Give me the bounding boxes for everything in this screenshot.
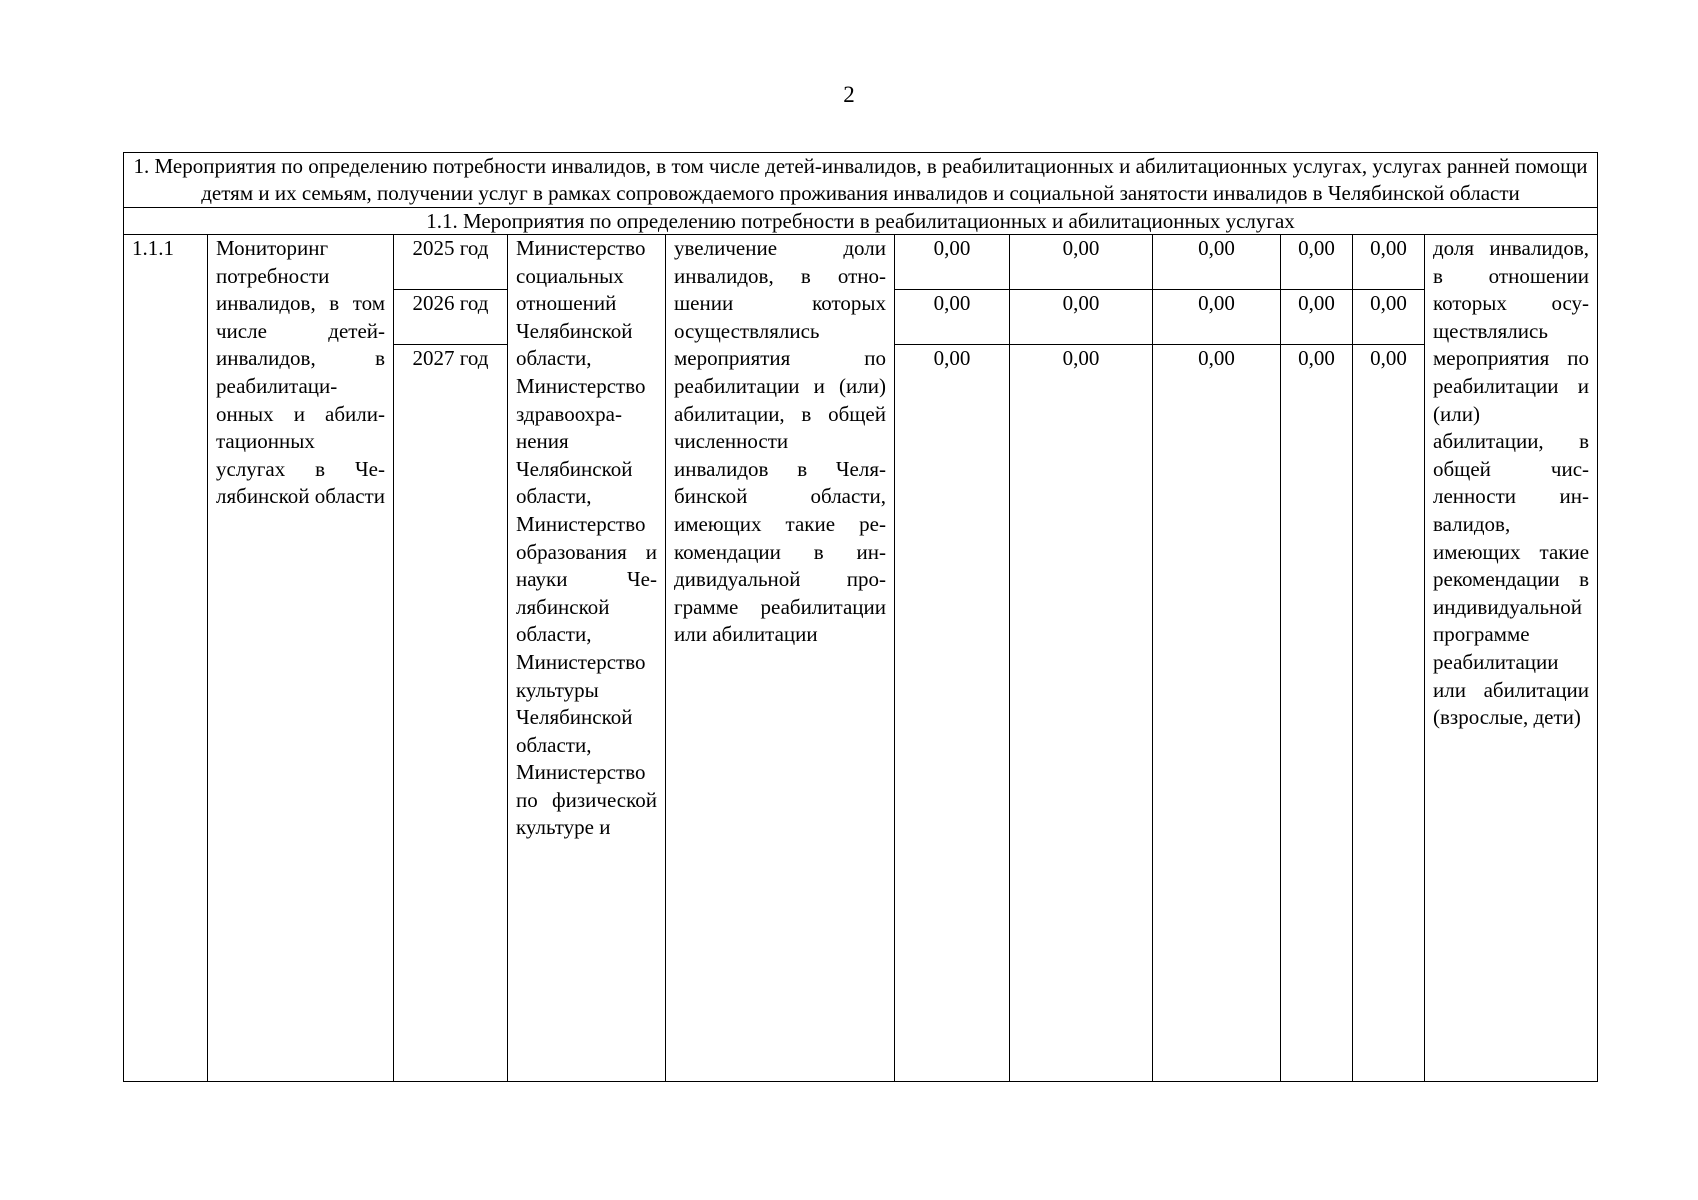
- row-name: Мониторинг потребности инвалидов, в том числе детей-инвалидов, в реабилитационных и абилитационных услугах в Челябинской области: [208, 235, 394, 1082]
- row-code: 1.1.1: [124, 235, 208, 1082]
- value-cell: 0,00: [895, 290, 1010, 345]
- table-row: [124, 235, 1598, 290]
- value-cell: 0,00: [1153, 235, 1281, 290]
- value-cell: 0,00: [1281, 235, 1353, 290]
- value-cell: 0,00: [1010, 290, 1153, 345]
- year-label: 2025 год: [394, 235, 508, 290]
- value-cell: 0,00: [1353, 290, 1425, 345]
- value-cell: 0,00: [1353, 235, 1425, 290]
- row-executors: Министерство социальных отношений Челябинской области, Министерство здравоохранения Челябинской области, Министерство образования и науки Челябинской области, Министерство культуры Челябинской области, Министерство по физической культуре и: [508, 235, 666, 1082]
- section-header-row: [124, 153, 1598, 208]
- subsection-title: 1.1. Мероприятия по определению потребности в реабилитационных и абилитационных услугах: [124, 208, 1598, 235]
- section-title: 1. Мероприятия по определению потребности инвалидов, в том числе детей-инвалидов, в реабилитационных и абилитационных услугах, услугах ранней помощи детям и их семьям, получении услуг в рамках сопровождаемого проживания инвалидов и социальной занятости инвалидов в Челябинской области: [124, 153, 1598, 208]
- value-cell: 0,00: [1153, 290, 1281, 345]
- value-cell: 0,00: [1010, 345, 1153, 1082]
- year-label: 2027 год: [394, 345, 508, 1082]
- value-cell: 0,00: [895, 345, 1010, 1082]
- subsection-header-row: [124, 208, 1598, 235]
- value-cell: 0,00: [895, 235, 1010, 290]
- page-number: 2: [843, 82, 855, 107]
- year-label: 2026 год: [394, 290, 508, 345]
- program-table: [123, 152, 1598, 1082]
- row-result: увеличение доли инвалидов, в отношении которых осуществлялись мероприятия по реабилитации и (или) абилитации, в общей численности инвалидов в Челябинской области, имеющих такие рекомендации в индивидуальной программе реабилитации или абилитации: [666, 235, 895, 1082]
- value-cell: 0,00: [1153, 345, 1281, 1082]
- value-cell: 0,00: [1010, 235, 1153, 290]
- value-cell: 0,00: [1281, 290, 1353, 345]
- value-cell: 0,00: [1353, 345, 1425, 1082]
- value-cell: 0,00: [1281, 345, 1353, 1082]
- row-indicator: доля инвалидов, в отношении которых осуществлялись мероприятия по реабилитации и (или) абилитации, в общей численности инвалидов, имеющих такие рекомендации в индивидуальной программе реабилитации или абилитации (взрослые, дети): [1425, 235, 1598, 1082]
